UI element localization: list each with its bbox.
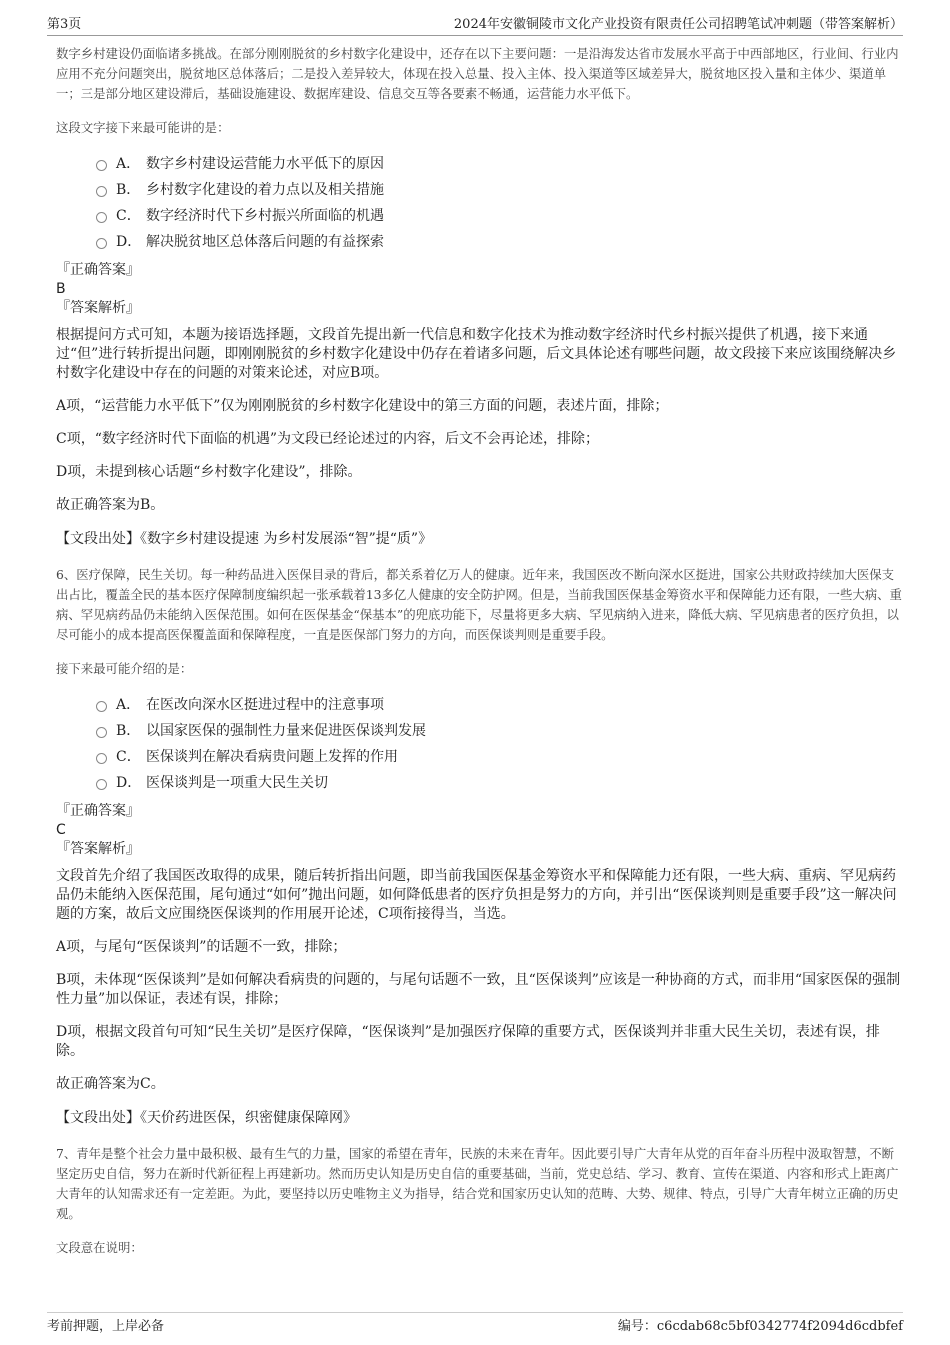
analysis-paragraph: 文段首先介绍了我国医改取得的成果，随后转折指出问题，即当前我国医保基金筹资水平和保障能力还有限，一些大病、重病、罕见病药品仍未能纳入医保范围，尾句通过“如何”抛出问题，如何降低患者的医疗负担是努力的方向，并引出“医保谈判则是重要手段”这一解决问题的方案，故后文应围绕医保谈判的作用展开论述，C项衔接得当，当选。 bbox=[56, 868, 897, 922]
question-7 bbox=[56, 1144, 903, 1258]
question-5 bbox=[56, 44, 903, 549]
question-prompt: 这段文字接下来最可能讲的是： bbox=[56, 120, 230, 135]
analysis-paragraph: D项，未提到核心话题“乡村数字化建设”，排除。 bbox=[56, 464, 362, 480]
option-list bbox=[96, 150, 903, 254]
option-c[interactable] bbox=[96, 202, 903, 228]
option-letter: A． bbox=[116, 697, 141, 713]
option-c[interactable] bbox=[96, 743, 903, 769]
page-content bbox=[56, 44, 903, 1268]
passage: 7、青年是整个社会力量中最积极、最有生气的力量，国家的希望在青年，民族的未来在青年。因此要引导广大青年从党的百年奋斗历程中汲取智慧，不断坚定历史自信，努力在新时代新征程上再建新功。然而历史认知是历史自信的重要基础，当前，党史总结、学习、教育、宣传在渠道、内容和形式上距离广大青年的认知需求还有一定差距。为此，要坚持以历史唯物主义为指导，结合党和国家历史认知的范畴、大势、规律、特点，引导广大青年树立正确的历史观。 bbox=[56, 1146, 899, 1221]
correct-answer: C bbox=[56, 822, 66, 838]
analysis-paragraph: C项，“数字经济时代下面临的机遇”为文段已经论述过的内容，后文不会再论述，排除； bbox=[56, 431, 600, 447]
analysis-paragraph: 故正确答案为C。 bbox=[56, 1076, 165, 1092]
option-d[interactable] bbox=[96, 228, 903, 254]
option-text: 在医改向深水区挺进过程中的注意事项 bbox=[146, 697, 384, 713]
option-letter: C． bbox=[116, 208, 141, 224]
page-footer bbox=[47, 1312, 903, 1335]
option-letter: B． bbox=[116, 723, 141, 739]
question-prompt: 接下来最可能介绍的是： bbox=[56, 661, 193, 676]
analysis-paragraph: 故正确答案为B。 bbox=[56, 497, 165, 513]
radio-icon[interactable] bbox=[96, 753, 107, 764]
question-6 bbox=[56, 565, 903, 1128]
analysis bbox=[56, 326, 903, 515]
radio-icon[interactable] bbox=[96, 186, 107, 197]
analysis bbox=[56, 867, 903, 1094]
radio-icon[interactable] bbox=[96, 212, 107, 223]
option-a[interactable] bbox=[96, 691, 903, 717]
page-number: 第3页 bbox=[47, 17, 82, 32]
footer-note: 考前押题，上岸必备 bbox=[47, 1319, 165, 1334]
option-letter: D． bbox=[116, 775, 142, 791]
passage: 数字乡村建设仍面临诸多挑战。在部分刚刚脱贫的乡村数字化建设中，还存在以下主要问题：一是沿海发达省市发展水平高于中西部地区，行业间、行业内应用不充分问题突出，脱贫地区总体落后；二是投入差异较大，体现在投入总量、投入主体、投入渠道等区域差异大，脱贫地区投入量和主体少、渠道单一；三是部分地区建设滞后，基础设施建设、数据库建设、信息交互等各要素不畅通，运营能力水平低下。 bbox=[56, 46, 899, 101]
correct-answer: B bbox=[56, 281, 66, 297]
option-a[interactable] bbox=[96, 150, 903, 176]
option-letter: B． bbox=[116, 182, 141, 198]
option-text: 解决脱贫地区总体落后问题的有益探索 bbox=[146, 234, 384, 250]
option-letter: D． bbox=[116, 234, 142, 250]
option-text: 数字乡村建设运营能力水平低下的原因 bbox=[146, 156, 384, 172]
analysis-label: 『答案解析』 bbox=[56, 841, 140, 857]
correct-answer-label: 『正确答案』 bbox=[56, 262, 140, 278]
analysis-paragraph: A项，与尾句“医保谈判”的话题不一致，排除； bbox=[56, 939, 347, 955]
option-text: 医保谈判在解决看病贵问题上发挥的作用 bbox=[146, 749, 398, 765]
passage-source: 【文段出处】《天价药进医保，织密健康保障网》 bbox=[56, 1110, 357, 1126]
option-list bbox=[96, 691, 903, 795]
passage: 6、医疗保障，民生关切。每一种药品进入医保目录的背后，都关系着亿万人的健康。近年来，我国医改不断向深水区挺进，国家公共财政持续加大医保支出占比，覆盖全民的基本医疗保障制度编织起一张承载着13多亿人健康的安全防护网。但是，当前我国医保基金筹资水平和保障能力还有限，一些大病、重病、罕见病药品仍未能纳入医保范围。如何在医保基金“保基本”的兜底功能下，尽量将更多大病、罕见病纳入进来，降低大病、罕见病患者的医疗负担，以尽可能小的成本提高医保覆盖面和保障程度，一直是医保部门努力的方向，而医保谈判则是重要手段。 bbox=[56, 567, 902, 642]
option-d[interactable] bbox=[96, 769, 903, 795]
analysis-paragraph: B项，未体现“医保谈判”是如何解决看病贵的问题的，与尾句话题不一致，且“医保谈判”应该是一种协商的方式，而非用“国家医保的强制性力量”加以保证，表述有误，排除； bbox=[56, 972, 901, 1007]
option-text: 数字经济时代下乡村振兴所面临的机遇 bbox=[146, 208, 384, 224]
radio-icon[interactable] bbox=[96, 779, 107, 790]
analysis-paragraph: 根据提问方式可知，本题为接语选择题，文段首先提出新一代信息和数字化技术为推动数字经济时代乡村振兴提供了机遇，接下来通过“但”进行转折提出问题，即刚刚脱贫的乡村数字化建设中仍存在着诸多问题，后文具体论述有哪些问题，故文段接下来应该围绕解决乡村数字化建设中存在的问题的对策来论述，对应B项。 bbox=[56, 327, 897, 381]
radio-icon[interactable] bbox=[96, 701, 107, 712]
document-title: 2024年安徽铜陵市文化产业投资有限责任公司招聘笔试冲刺题（带答案解析） bbox=[453, 17, 903, 32]
correct-answer-label: 『正确答案』 bbox=[56, 803, 140, 819]
radio-icon[interactable] bbox=[96, 238, 107, 249]
analysis-label: 『答案解析』 bbox=[56, 300, 140, 316]
analysis-paragraph: D项，根据文段首句可知“民生关切”是医疗保障，“医保谈判”是加强医疗保障的重要方式，医保谈判并非重大民生关切，表述有误，排除。 bbox=[56, 1024, 880, 1059]
question-prompt: 文段意在说明： bbox=[56, 1240, 143, 1255]
option-text: 以国家医保的强制性力量来促进医保谈判发展 bbox=[146, 723, 426, 739]
option-b[interactable] bbox=[96, 717, 903, 743]
radio-icon[interactable] bbox=[96, 160, 107, 171]
option-b[interactable] bbox=[96, 176, 903, 202]
analysis-paragraph: A项，“运营能力水平低下”仅为刚刚脱贫的乡村数字化建设中的第三方面的问题，表述片面，排除； bbox=[56, 398, 669, 414]
option-letter: C． bbox=[116, 749, 141, 765]
passage-source: 【文段出处】《数字乡村建设提速 为乡村发展添“智”提“质”》 bbox=[56, 531, 433, 547]
document-code: 编号：c6cdab68c5bf0342774f2094d6cdbfef bbox=[617, 1319, 903, 1334]
page-header bbox=[47, 13, 903, 36]
option-letter: A． bbox=[116, 156, 141, 172]
option-text: 乡村数字化建设的着力点以及相关措施 bbox=[146, 182, 384, 198]
radio-icon[interactable] bbox=[96, 727, 107, 738]
option-text: 医保谈判是一项重大民生关切 bbox=[146, 775, 328, 791]
